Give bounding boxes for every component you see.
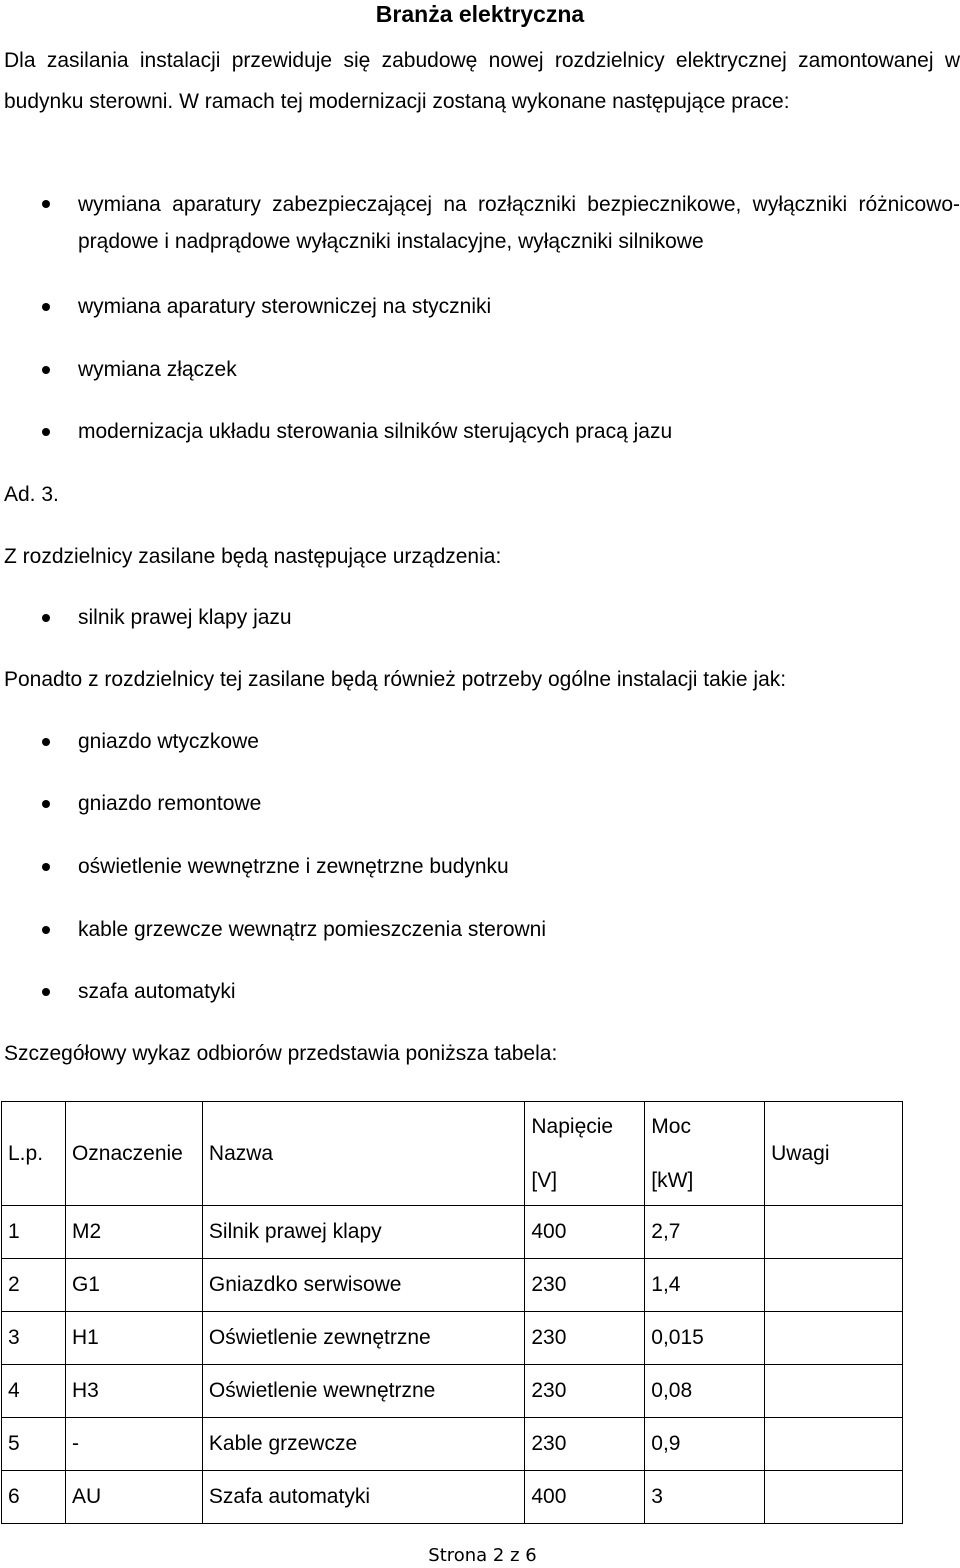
cell-lp: 2 [2,1259,66,1312]
cell-nazwa: Oświetlenie wewnętrzne [202,1365,524,1418]
header-napiecie [525,1102,645,1206]
table-row [2,1365,903,1418]
cell-lp: 1 [2,1206,66,1259]
bullet-icon [42,303,50,311]
cell-napiecie: 230 [525,1365,645,1418]
list-item: gniazdo wtyczkowe [78,730,259,753]
cell-napiecie: 400 [525,1206,645,1259]
list-item: szafa automatyki [78,980,236,1003]
cell-nazwa: Gniazdko serwisowe [202,1259,524,1312]
header-moc [645,1102,765,1206]
bullet-icon [42,738,50,746]
cell-oznaczenie: H1 [65,1312,202,1365]
cell-oznaczenie: H3 [65,1365,202,1418]
cell-lp: 6 [2,1471,66,1524]
list-item: wymiana aparatury zabezpieczającej na rozłączniki bezpiecznikowe, wyłączniki różnicowo-prądowe i nadprądowe wyłączniki instalacyjne, wyłączniki silnikowe [78,193,960,253]
cell-oznaczenie: AU [65,1471,202,1524]
cell-moc: 2,7 [645,1206,765,1259]
cell-nazwa: Oświetlenie zewnętrzne [202,1312,524,1365]
cell-uwagi [765,1471,903,1524]
bullet-icon [42,863,50,871]
cell-oznaczenie: M2 [65,1206,202,1259]
table-row [2,1418,903,1471]
cell-nazwa: Szafa automatyki [202,1471,524,1524]
bullet-icon [42,428,50,436]
cell-oznaczenie: G1 [65,1259,202,1312]
cell-napiecie: 230 [525,1418,645,1471]
table-row [2,1259,903,1312]
list-item: kable grzewcze wewnątrz pomieszczenia sterowni [78,918,547,941]
cell-oznaczenie: - [65,1418,202,1471]
cell-moc: 3 [645,1471,765,1524]
list-item: modernizacja układu sterowania silników sterujących pracą jazu [78,420,673,443]
cell-uwagi [765,1206,903,1259]
header-uwagi: Uwagi [765,1102,903,1206]
cell-lp: 4 [2,1365,66,1418]
cell-nazwa: Silnik prawej klapy [202,1206,524,1259]
bullet-icon [42,926,50,934]
supply-intro: Z rozdzielnicy zasilane będą następujące urządzenia: [4,545,502,568]
cell-napiecie: 400 [525,1471,645,1524]
cell-napiecie: 230 [525,1312,645,1365]
list-item: gniazdo remontowe [78,792,262,815]
cell-nazwa: Kable grzewcze [202,1418,524,1471]
bullet-icon [42,800,50,808]
header-lp: L.p. [2,1102,66,1206]
table-row [2,1206,903,1259]
bullet-icon [42,614,50,622]
header-napiecie-label: Napięcie [531,1114,614,1138]
cell-uwagi [765,1365,903,1418]
page-number: Strona 2 z 6 [428,1545,537,1566]
cell-moc: 0,015 [645,1312,765,1365]
cell-moc: 1,4 [645,1259,765,1312]
table-intro: Szczegółowy wykaz odbiorów przedstawia poniższa tabela: [4,1042,558,1065]
section-title: Branża elektryczna [375,1,585,27]
header-napiecie-unit: [V] [531,1168,558,1192]
cell-napiecie: 230 [525,1259,645,1312]
list-item: wymiana aparatury sterowniczej na styczniki [78,295,492,318]
cell-uwagi [765,1418,903,1471]
header-oznaczenie: Oznaczenie [65,1102,202,1206]
header-moc-unit: [kW] [651,1168,694,1192]
table-row [2,1471,903,1524]
header-moc-label: Moc [651,1114,691,1138]
list-item: silnik prawej klapy jazu [78,606,292,629]
cell-uwagi [765,1259,903,1312]
intro-paragraph: Dla zasilania instalacji przewiduje się zabudowę nowej rozdzielnicy elektrycznej zamontowanej w budynku sterowni. W ramach tej modernizacji zostaną wykonane następujące prace: [4,49,960,113]
table-row [2,1312,903,1365]
general-intro: Ponadto z rozdzielnicy tej zasilane będą również potrzeby ogólne instalacji takie jak: [4,668,787,691]
header-nazwa: Nazwa [202,1102,524,1206]
table-header-row [2,1102,903,1206]
bullet-icon [42,988,50,996]
section-reference: Ad. 3. [4,483,59,506]
cell-uwagi [765,1312,903,1365]
cell-lp: 3 [2,1312,66,1365]
load-table [1,1101,903,1524]
bullet-icon [42,366,50,374]
bullet-icon [42,200,50,208]
list-item: oświetlenie wewnętrzne i zewnętrzne budynku [78,855,509,878]
cell-lp: 5 [2,1418,66,1471]
cell-moc: 0,9 [645,1418,765,1471]
list-item: wymiana złączek [78,358,237,381]
cell-moc: 0,08 [645,1365,765,1418]
